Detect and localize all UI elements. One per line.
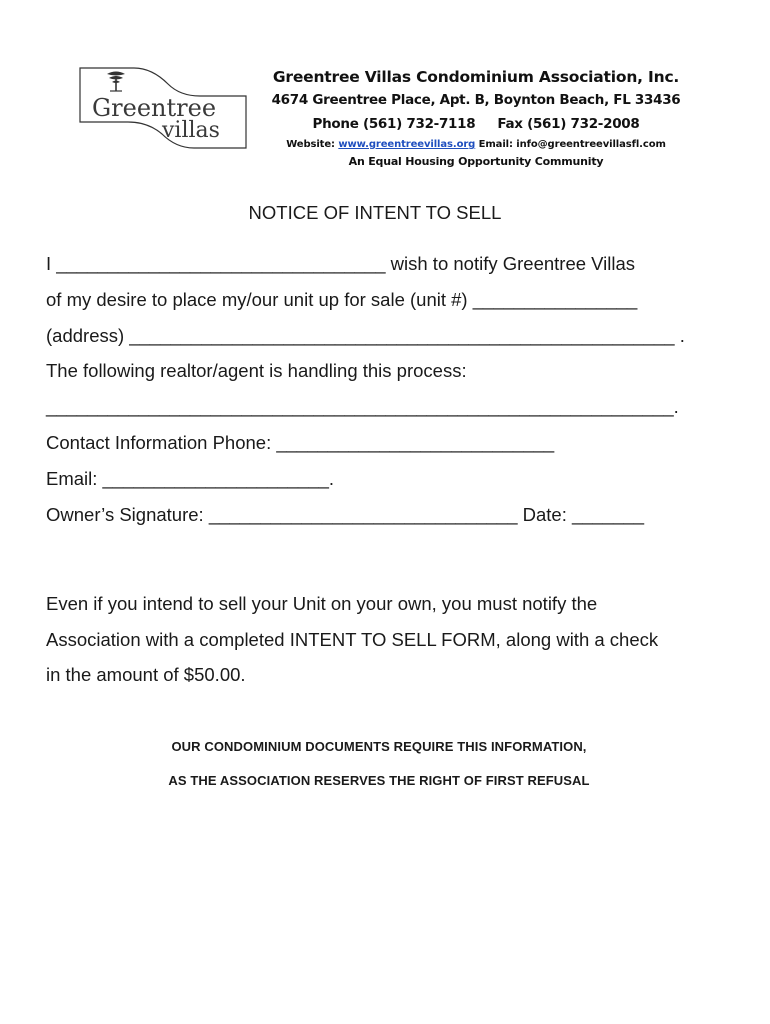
- form-line-owner-name[interactable]: I ________________________________ wish to notify Greentree Villas: [46, 253, 636, 274]
- form-line-phone[interactable]: Contact Information Phone: ___________________________: [46, 431, 555, 453]
- form-line-realtor-label: The following realtor/agent is handling this process:: [46, 360, 467, 382]
- fax-number: Fax (561) 732-2008: [497, 116, 640, 132]
- association-address: 4674 Greentree Place, Apt. B, Boynton Beach, FL 33436: [271, 92, 681, 108]
- form-line-email[interactable]: Email: ______________________.: [46, 467, 335, 489]
- website-label: Website:: [286, 139, 335, 150]
- form-line-address[interactable]: (address) _____________________________________________________ .: [46, 324, 685, 346]
- notice-line-1: OUR CONDOMINIUM DOCUMENTS REQUIRE THIS INFORMATION,: [171, 739, 587, 754]
- website-link[interactable]: www.greentreevillas.org: [338, 139, 476, 150]
- logo-name-line1: Greentree: [92, 94, 217, 122]
- paragraph-line: Association with a completed INTENT TO SELL FORM, along with a check: [46, 628, 659, 650]
- notice-line-2: AS THE ASSOCIATION RESERVES THE RIGHT OF FIRST REFUSAL: [168, 773, 590, 788]
- letterhead: [262, 66, 690, 170]
- phone-number: Phone (561) 732-7118: [312, 116, 476, 132]
- email-address: info@greentreevillasfl.com: [516, 139, 666, 150]
- document-title: NOTICE OF INTENT TO SELL: [248, 202, 502, 223]
- logo-name-line2: villas: [162, 118, 220, 143]
- email-label: Email:: [478, 139, 513, 150]
- form-line-realtor-name[interactable]: _____________________________________________________________.: [46, 396, 679, 418]
- paragraph-line: in the amount of $50.00.: [46, 664, 246, 686]
- intent-form: [46, 250, 736, 536]
- form-line-unit-number[interactable]: of my desire to place my/our unit up for sale (unit #) ________________: [46, 288, 638, 310]
- contact-numbers: [262, 112, 690, 136]
- tree-icon: [107, 72, 125, 92]
- form-line-signature-date[interactable]: Owner’s Signature: ______________________________ Date: _______: [46, 503, 644, 525]
- instructions-paragraph: [46, 586, 736, 693]
- equal-housing-statement: An Equal Housing Opportunity Community: [348, 155, 604, 168]
- paragraph-line: Even if you intend to sell your Unit on your own, you must notify the: [46, 593, 598, 614]
- greentree-logo: [76, 64, 252, 152]
- web-contact: [262, 136, 690, 154]
- logo-graphic: [76, 64, 252, 152]
- association-name: Greentree Villas Condominium Association, Inc.: [272, 68, 680, 86]
